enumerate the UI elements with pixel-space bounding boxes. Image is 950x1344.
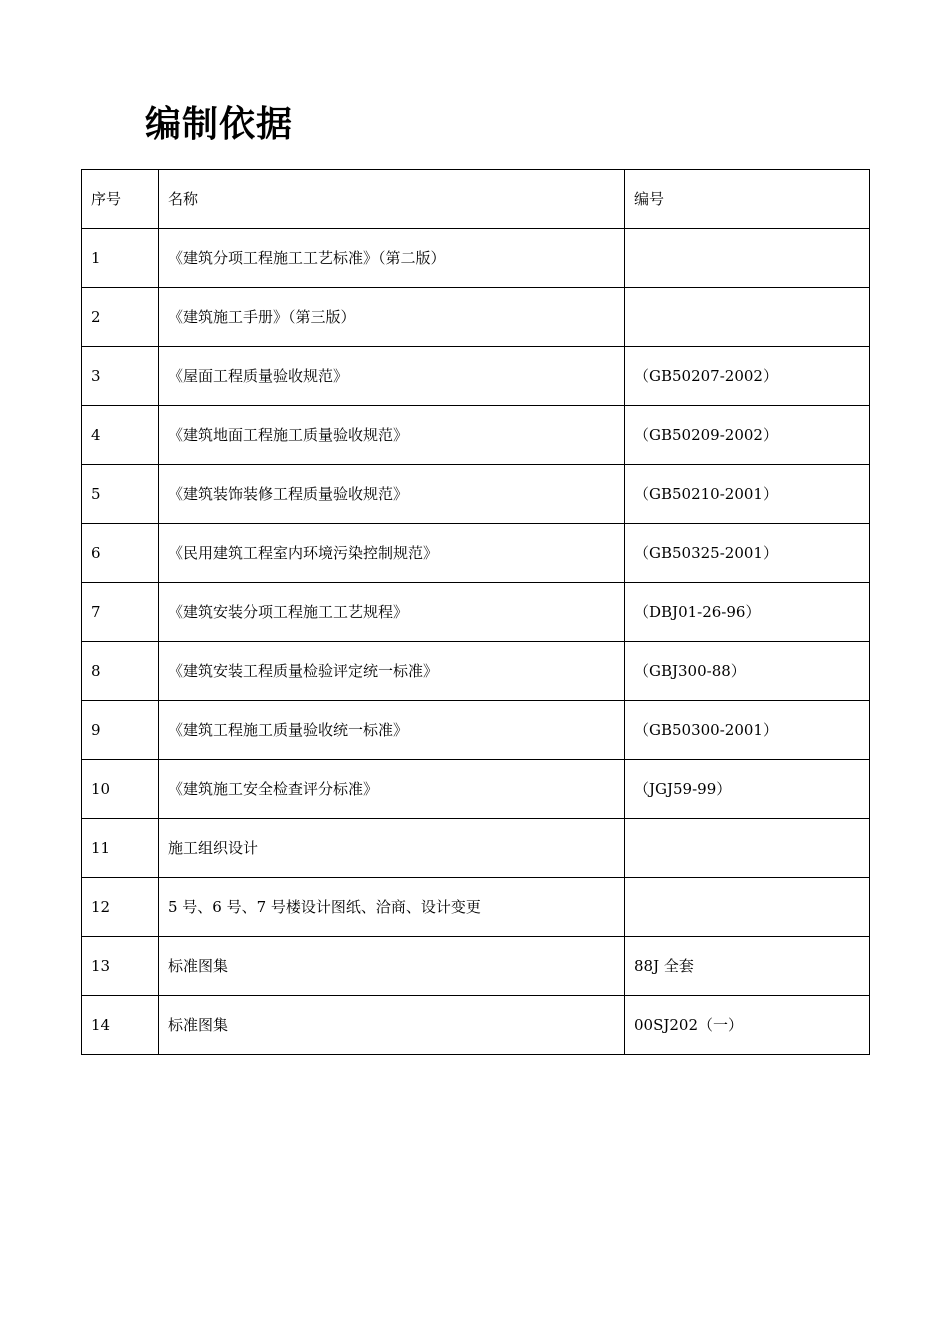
cell-name: 标准图集 xyxy=(159,996,625,1055)
cell-no: 13 xyxy=(82,937,159,996)
cell-code: 00SJ202（一） xyxy=(625,996,870,1055)
cell-code: （GB50325-2001） xyxy=(625,524,870,583)
cell-code xyxy=(625,229,870,288)
header-code: 编号 xyxy=(625,170,870,229)
cell-code xyxy=(625,819,870,878)
cell-no: 7 xyxy=(82,583,159,642)
cell-code: （GB50209-2002） xyxy=(625,406,870,465)
cell-no: 4 xyxy=(82,406,159,465)
cell-name: 《建筑地面工程施工质量验收规范》 xyxy=(159,406,625,465)
cell-code: （DBJ01-26-96） xyxy=(625,583,870,642)
cell-no: 3 xyxy=(82,347,159,406)
cell-no: 9 xyxy=(82,701,159,760)
cell-code xyxy=(625,288,870,347)
table-row xyxy=(82,347,870,406)
table-row xyxy=(82,406,870,465)
table-row xyxy=(82,878,870,937)
cell-name: 《建筑分项工程施工工艺标准》（第二版） xyxy=(159,229,625,288)
table-row xyxy=(82,701,870,760)
cell-code: （GB50207-2002） xyxy=(625,347,870,406)
cell-name: 《建筑安装工程质量检验评定统一标准》 xyxy=(159,642,625,701)
cell-code: （GB50300-2001） xyxy=(625,701,870,760)
cell-no: 2 xyxy=(82,288,159,347)
cell-no: 14 xyxy=(82,996,159,1055)
header-name: 名称 xyxy=(159,170,625,229)
cell-name: 《建筑工程施工质量验收统一标准》 xyxy=(159,701,625,760)
table-row xyxy=(82,524,870,583)
table-row xyxy=(82,583,870,642)
cell-code xyxy=(625,878,870,937)
cell-no: 5 xyxy=(82,465,159,524)
table-body xyxy=(82,170,870,1055)
cell-name: 《屋面工程质量验收规范》 xyxy=(159,347,625,406)
cell-name: 标准图集 xyxy=(159,937,625,996)
cell-no: 6 xyxy=(82,524,159,583)
cell-no: 11 xyxy=(82,819,159,878)
table-row xyxy=(82,937,870,996)
cell-no: 12 xyxy=(82,878,159,937)
table-header-row xyxy=(82,170,870,229)
cell-code: 88J 全套 xyxy=(625,937,870,996)
table-row xyxy=(82,819,870,878)
cell-code: （GBJ300-88） xyxy=(625,642,870,701)
cell-code: （JGJ59-99） xyxy=(625,760,870,819)
header-no: 序号 xyxy=(82,170,159,229)
page-title: 编制依据 xyxy=(145,104,294,145)
table-row xyxy=(82,288,870,347)
table-row xyxy=(82,996,870,1055)
cell-name: 《民用建筑工程室内环境污染控制规范》 xyxy=(159,524,625,583)
cell-name: 《建筑安装分项工程施工工艺规程》 xyxy=(159,583,625,642)
table-row xyxy=(82,642,870,701)
cell-name: 《建筑施工手册》（第三版） xyxy=(159,288,625,347)
table-row xyxy=(82,465,870,524)
cell-name: 《建筑施工安全检查评分标准》 xyxy=(159,760,625,819)
cell-no: 10 xyxy=(82,760,159,819)
cell-name: 5 号、6 号、7 号楼设计图纸、洽商、设计变更 xyxy=(159,878,625,937)
table-row xyxy=(82,229,870,288)
cell-name: 施工组织设计 xyxy=(159,819,625,878)
table-row xyxy=(82,760,870,819)
basis-table xyxy=(81,169,870,1055)
cell-no: 8 xyxy=(82,642,159,701)
cell-no: 1 xyxy=(82,229,159,288)
cell-name: 《建筑装饰装修工程质量验收规范》 xyxy=(159,465,625,524)
cell-code: （GB50210-2001） xyxy=(625,465,870,524)
